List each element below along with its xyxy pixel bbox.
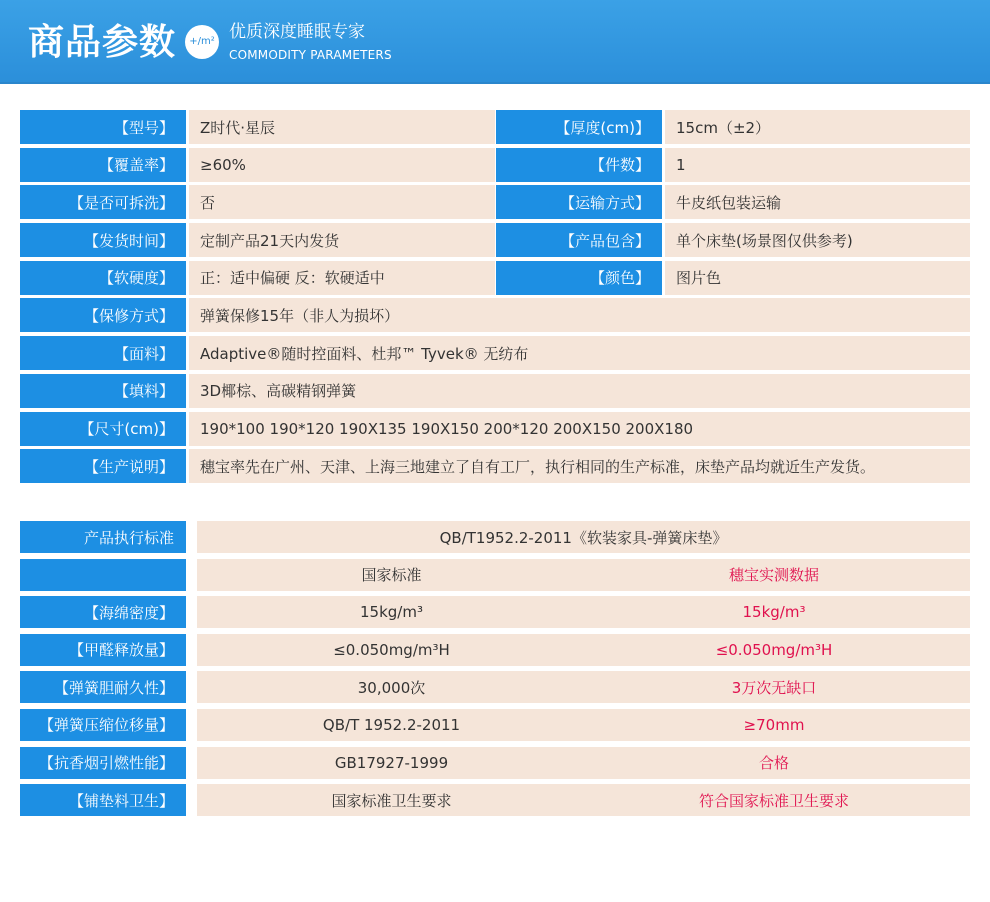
- standard-label: 【弹簧压缩位移量】: [20, 709, 186, 741]
- param-value: 单个床垫(场景图仅供参考): [665, 223, 970, 257]
- param-value: ≥60%: [189, 148, 495, 182]
- param-label: 【产品包含】: [496, 223, 662, 257]
- param-value: 1: [665, 148, 970, 182]
- param-row: [20, 148, 970, 182]
- param-label: 【颜色】: [496, 261, 662, 295]
- standard-header-blank: [20, 559, 186, 591]
- standard-exec-value: QB/T1952.2-2011《软装家具-弹簧床垫》: [197, 521, 970, 553]
- column-national: 国家标准: [197, 559, 586, 591]
- standard-national-value: 国家标准卫生要求: [197, 784, 586, 816]
- standard-label: 【海绵密度】: [20, 596, 186, 628]
- standard-measured-value: 15kg/m³: [578, 596, 970, 628]
- standard-label: 【甲醛释放量】: [20, 634, 186, 666]
- param-label: 【生产说明】: [20, 449, 186, 483]
- param-value: 定制产品21天内发货: [189, 223, 495, 257]
- param-value: Adaptive®随时控面料、杜邦™ Tyvek® 无纺布: [189, 336, 970, 370]
- param-value: 否: [189, 185, 495, 219]
- param-label: 【厚度(cm)】: [496, 110, 662, 144]
- unit-badge: +/m²: [185, 25, 219, 59]
- header-banner: [0, 0, 990, 84]
- param-label: 【填料】: [20, 374, 186, 408]
- param-label: 【覆盖率】: [20, 148, 186, 182]
- standard-row: [20, 747, 970, 779]
- param-value: 牛皮纸包装运输: [665, 185, 970, 219]
- standard-measured-value: 合格: [578, 747, 970, 779]
- standard-exec-row: [20, 521, 970, 553]
- standard-exec-label: 产品执行标准: [20, 521, 186, 553]
- param-row: [20, 223, 970, 257]
- param-row: [20, 298, 970, 332]
- standard-national-value: GB17927-1999: [197, 747, 586, 779]
- param-label: 【型号】: [20, 110, 186, 144]
- standard-label: 【弹簧胆耐久性】: [20, 671, 186, 703]
- page-title: 商品参数: [28, 21, 177, 63]
- parameters-table: [20, 110, 970, 487]
- standard-row: [20, 634, 970, 666]
- standard-label: 【铺垫料卫生】: [20, 784, 186, 816]
- standard-national-value: 30,000次: [197, 671, 586, 703]
- standard-row: [20, 784, 970, 816]
- param-row: [20, 412, 970, 446]
- standard-row: [20, 671, 970, 703]
- param-value: 穗宝率先在广州、天津、上海三地建立了自有工厂，执行相同的生产标准，床垫产品均就近生产发货。: [189, 449, 970, 483]
- standard-header-row: [20, 559, 970, 591]
- param-row: [20, 185, 970, 219]
- column-measured: 穗宝实测数据: [578, 559, 970, 591]
- param-label: 【发货时间】: [20, 223, 186, 257]
- standards-table: [20, 521, 970, 822]
- param-value: 图片色: [665, 261, 970, 295]
- param-value: 15cm（±2）: [665, 110, 970, 144]
- param-row: [20, 110, 970, 144]
- param-value: 正：适中偏硬 反：软硬适中: [189, 261, 495, 295]
- header-subtitle-en: COMMODITY PARAMETERS: [229, 48, 392, 62]
- standard-measured-value: 符合国家标准卫生要求: [578, 784, 970, 816]
- standard-label: 【抗香烟引燃性能】: [20, 747, 186, 779]
- standard-row: [20, 709, 970, 741]
- param-value: 3D椰棕、高碳精钢弹簧: [189, 374, 970, 408]
- standard-national-value: ≤0.050mg/m³H: [197, 634, 586, 666]
- param-row: [20, 336, 970, 370]
- param-label: 【尺寸(cm)】: [20, 412, 186, 446]
- param-value: 190*100 190*120 190X135 190X150 200*120 200X150 200X180: [189, 412, 970, 446]
- standard-rows: [20, 596, 970, 816]
- param-label: 【运输方式】: [496, 185, 662, 219]
- standard-national-value: 15kg/m³: [197, 596, 586, 628]
- standard-national-value: QB/T 1952.2-2011: [197, 709, 586, 741]
- param-value: 弹簧保修15年（非人为损坏）: [189, 298, 970, 332]
- standard-measured-value: ≤0.050mg/m³H: [578, 634, 970, 666]
- param-label: 【保修方式】: [20, 298, 186, 332]
- standard-row: [20, 596, 970, 628]
- param-value: Z时代·星辰: [189, 110, 495, 144]
- param-row: [20, 261, 970, 295]
- param-label: 【面料】: [20, 336, 186, 370]
- param-label: 【是否可拆洗】: [20, 185, 186, 219]
- standard-measured-value: ≥70mm: [578, 709, 970, 741]
- param-row: [20, 374, 970, 408]
- param-label: 【软硬度】: [20, 261, 186, 295]
- param-label: 【件数】: [496, 148, 662, 182]
- header-subtitle: 优质深度睡眠专家: [229, 22, 365, 42]
- standard-measured-value: 3万次无缺口: [578, 671, 970, 703]
- param-row: [20, 449, 970, 483]
